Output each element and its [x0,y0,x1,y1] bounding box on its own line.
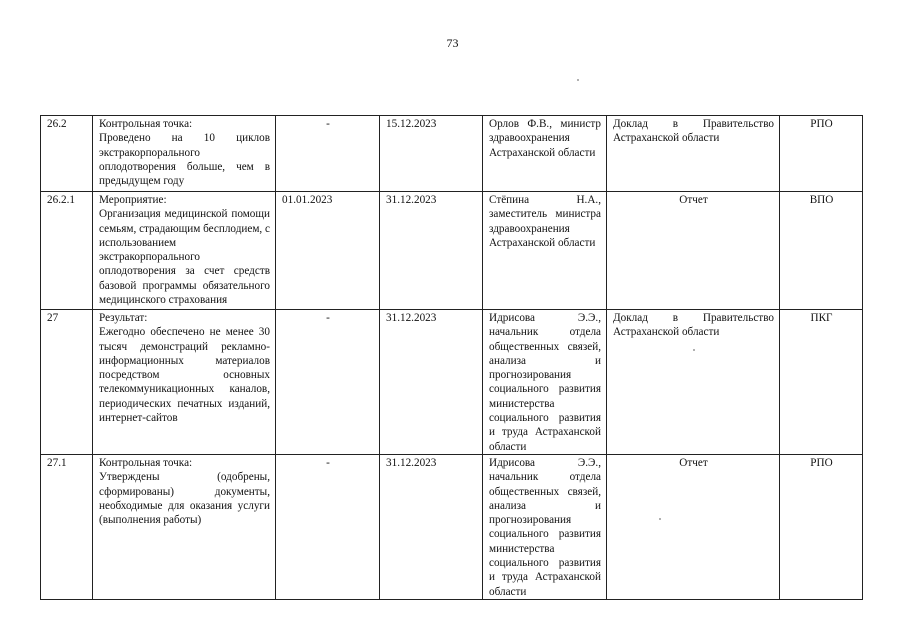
responsible: Орлов Ф.В., министр здравоохранения Астраханской области [483,116,607,192]
stage-cell [93,310,276,455]
end-date: 31.12.2023 [380,455,483,600]
control-level: ПКГ [780,310,863,455]
stage-cell [93,116,276,192]
row-number: 27.1 [41,455,93,600]
stage-cell [93,455,276,600]
stage-type: Мероприятие: [99,194,167,206]
row-number: 26.2 [41,116,93,192]
end-date: 31.12.2023 [380,192,483,310]
stage-description: Утверждены (одобрены, сформированы) документы, необходимые для оказания услуги (выполнения работы) [99,471,270,527]
document-type: Отчет [607,455,780,600]
stage-type: Контрольная точка: [99,457,193,469]
scan-speck [577,79,579,81]
table-row [41,192,863,310]
stage-type: Контрольная точка: [99,118,193,130]
start-date: 01.01.2023 [276,192,380,310]
document-type: Доклад в Правительство Астраханской области [607,116,780,192]
end-date: 31.12.2023 [380,310,483,455]
row-number: 26.2.1 [41,192,93,310]
stage-cell [93,192,276,310]
table-row [41,116,863,192]
document-type: Доклад в Правительство Астраханской области [607,310,780,455]
control-level: РПО [780,116,863,192]
document-type: Отчет [607,192,780,310]
responsible: Идрисова Э.Э., начальник отдела общественных связей, анализа и прогнозирования социального развития министерства социального развития и труда Астраханской области [483,310,607,455]
stage-description: Проведено на 10 циклов экстракорпорального оплодотворения больше, чем в предыдущем году [99,132,270,188]
row-number: 27 [41,310,93,455]
table-row [41,455,863,600]
responsible: Идрисова Э.Э., начальник отдела общественных связей, анализа и прогнозирования социального развития министерства социального развития и труда Астраханской области [483,455,607,600]
stage-description: Организация медицинской помощи семьям, страдающим бесплодием, с использованием экстракорпорального оплодотворения за счет средств базовой программы обязательного медицинского страхования [99,208,270,307]
stage-type: Результат: [99,312,148,324]
end-date: 15.12.2023 [380,116,483,192]
stage-description: Ежегодно обеспечено не менее 30 тысяч демонстраций рекламно-информационных материалов посредством основных телекоммуникационных каналов, периодических печатных изданий, интернет-сайтов [99,326,270,425]
control-level: РПО [780,455,863,600]
plan-table [40,115,863,600]
control-level: ВПО [780,192,863,310]
start-date: - [276,455,380,600]
table-row [41,310,863,455]
start-date: - [276,310,380,455]
page-number: 73 [446,36,459,50]
responsible: Стёпина Н.А., заместитель министра здравоохранения Астраханской области [483,192,607,310]
start-date: - [276,116,380,192]
